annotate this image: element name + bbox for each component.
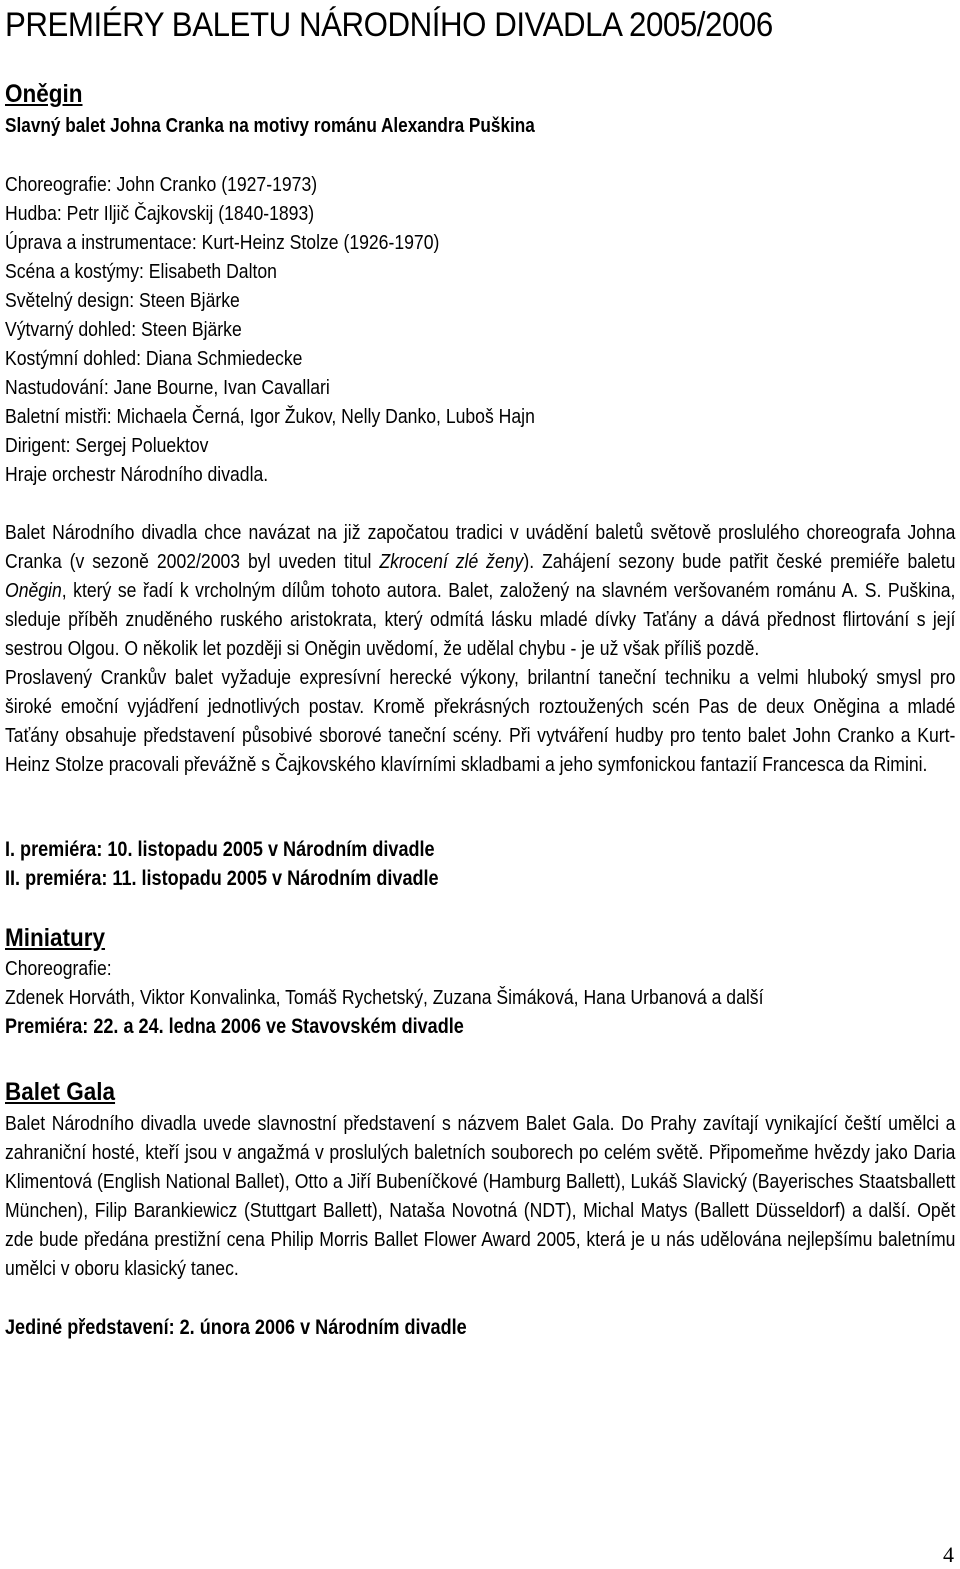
miniatury-choreographers: Zdenek Horváth, Viktor Konvalinka, Tomáš Rychetský, Zuzana Šimáková, Hana Urbanová a další [5, 987, 764, 1009]
page-number: 4 [943, 1542, 954, 1567]
section-heading-miniatury: Miniatury [5, 924, 106, 952]
section-heading-gala: Balet Gala [5, 1078, 116, 1106]
credit-line: Hudba: Petr Iljič Čajkovskij (1840-1893) [5, 203, 315, 225]
credit-line: Výtvarný dohled: Steen Bjärke [5, 319, 242, 341]
credit-line: Kostýmní dohled: Diana Schmiedecke [5, 348, 303, 370]
miniatury-premiere: Premiéra: 22. a 24. ledna 2006 ve Stavovském divadle [5, 1015, 464, 1038]
onegin-premiere-1: I. premiéra: 10. listopadu 2005 v Národním divadle [5, 838, 435, 861]
credit-line: Baletní mistři: Michaela Černá, Igor Žukov, Nelly Danko, Luboš Hajn [5, 406, 535, 428]
gala-performance-date: Jediné představení: 2. února 2006 v Národním divadle [5, 1316, 467, 1339]
page-title: PREMIÉRY BALETU NÁRODNÍHO DIVADLA 2005/2006 [5, 6, 773, 44]
gala-description: Balet Národního divadla uvede slavnostní představení s názvem Balet Gala. Do Prahy zavítají vynikající čeští umělci a zahraniční hosté, kteří jsou v angažmá v proslulých baletních souborech po celém světě. Připomeňme hvězdy jako Daria Klimentová (English National Ballet), Otto a Jiří Bubeníčkové (Hamburg Ballett), Lukáš Slavický (Bayerisches Staatsballett München), Filip Barankiewicz (Stuttgart Ballett), Nataša Novotná (NDT), Michal Matys (Ballett Düsseldorf) a další. Opět zde bude předána prestižní cena Philip Morris Ballet Flower Award 2005, která je u nás udělována nejlepšímu baletnímu umělci v oboru klasický tanec. [5, 1113, 956, 1280]
credit-line: Choreografie: John Cranko (1927-1973) [5, 174, 318, 196]
onegin-paragraph-2: Proslavený Crankův balet vyžaduje expresívní herecké výkony, brilantní taneční techniku a velmi hluboký smysl pro široké emoční vyjádření jednotlivých postav. Kromě překrásných roztoužených scén Pas de deux Oněgina a mladé Taťány obsahuje představení působivé sborové taneční scény. Při vytváření hudby pro tento balet John Cranko a Kurt-Heinz Stolze pracovali převážně s Čajkovského klavírními skladbami a jeho symfonickou fantazií Francesca da Rimini. [5, 667, 956, 776]
onegin-description [5, 519, 955, 780]
onegin-premiere-2: II. premiéra: 11. listopadu 2005 v Národním divadle [5, 867, 439, 890]
credit-line: Scéna a kostýmy: Elisabeth Dalton [5, 261, 277, 283]
credit-line: Dirigent: Sergej Poluektov [5, 435, 209, 457]
credit-line: Úprava a instrumentace: Kurt-Heinz Stolze (1926-1970) [5, 232, 440, 254]
onegin-credits-list [5, 171, 607, 490]
credit-line: Světelný design: Steen Bjärke [5, 290, 240, 312]
credit-line: Nastudování: Jane Bourne, Ivan Cavallari [5, 377, 330, 399]
credit-line: Hraje orchestr Národního divadla. [5, 464, 269, 486]
section-heading-onegin: Oněgin [5, 80, 83, 108]
miniatury-choreo-label: Choreografie: [5, 958, 112, 980]
onegin-subtitle: Slavný balet Johna Cranka na motivy románu Alexandra Puškina [5, 115, 535, 137]
onegin-paragraph-1: Balet Národního divadla chce navázat na již započatou tradici v uvádění baletů světově proslulého choreografa Johna Cranka (v sezoně 2002/2003 byl uveden titul Zkrocení zlé ženy). Zahájení sezony bude patřit české premiéře baletu Oněgin, který se řadí k vrcholným dílům tohoto autora. Balet, založený na slavném veršovaném románu A. S. Puškina, sleduje příběh znuděného ruského aristokrata, který odmítá lásku mladé dívky Taťány a dává přednost flirtování s její sestrou Olgou. O několik let později si Oněgin uvědomí, že udělal chybu - je už však příliš pozdě. [5, 522, 956, 660]
